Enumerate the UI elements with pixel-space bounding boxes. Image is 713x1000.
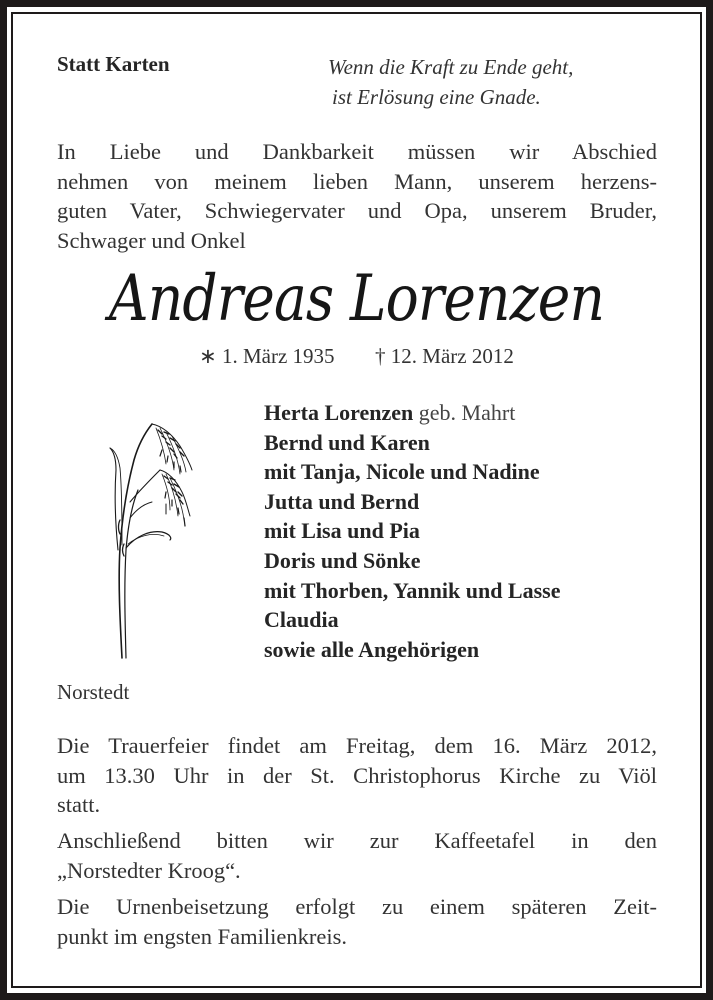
mourners-list (264, 398, 561, 664)
mourner-entry: mit Thorben, Yannik und Lasse (264, 577, 561, 603)
reception-paragraph (57, 826, 657, 885)
statt-karten-label: Statt Karten (57, 52, 170, 76)
death-date: 12. März 2012 (390, 344, 514, 368)
place-name: Norstedt (57, 680, 130, 704)
birth-date: 1. März 1935 (221, 344, 335, 368)
paragraph-line: „Norstedter Kroog“. (57, 857, 241, 883)
paragraph-line: punkt im engsten Familienkreis. (57, 923, 347, 949)
motto-quote (328, 52, 573, 112)
mourner-entry: mit Lisa und Pia (264, 518, 420, 544)
mourner-entry: Doris und Sönke (264, 547, 421, 573)
paragraph-line: Die Urnenbeisetzung erfolgt zu einem späteren Zeit- (57, 894, 657, 919)
mourner-entry: Bernd und Karen (264, 429, 430, 455)
deceased-name: Andreas Lorenzen (108, 262, 605, 336)
paragraph-line: Anschließend bitten wir zur Kaffeetafel in den (57, 828, 657, 853)
intro-line: guten Vater, Schwiegervater und Opa, unserem Bruder, (57, 198, 657, 223)
life-dates (0, 344, 713, 369)
mourner-entry: Jutta und Bernd (264, 488, 420, 514)
intro-line: In Liebe und Dankbarkeit müssen wir Abschied (57, 139, 657, 164)
urn-burial-paragraph (57, 892, 657, 951)
paragraph-line: statt. (57, 792, 101, 817)
mourner-entry: mit Tanja, Nicole und Nadine (264, 459, 540, 485)
died-symbol-cross-icon: † (375, 344, 386, 368)
intro-line: Schwager und Onkel (57, 227, 246, 253)
mourner-entry: Claudia (264, 607, 339, 633)
motto-line-2: ist Erlösung eine Gnade. (332, 85, 541, 109)
motto-line-1: Wenn die Kraft zu Ende geht, (328, 55, 574, 79)
funeral-service-paragraph (57, 731, 657, 820)
mourner-maiden-name: geb. Mahrt (413, 400, 516, 425)
mourner-name: Herta Lorenzen (264, 400, 414, 425)
mourner-entry: sowie alle Angehörigen (264, 636, 480, 662)
paragraph-line: um 13.30 Uhr in der St. Christophorus Kirche zu Viöl (57, 762, 657, 788)
grain-stalk-icon (100, 420, 210, 660)
born-symbol: ∗ (199, 344, 217, 368)
intro-paragraph (57, 137, 657, 255)
paragraph-line: Die Trauerfeier findet am Freitag, dem 16. März 2012, (57, 733, 657, 758)
mourner-entry (264, 398, 561, 428)
intro-line: nehmen von meinem lieben Mann, unserem herzens- (57, 168, 657, 194)
